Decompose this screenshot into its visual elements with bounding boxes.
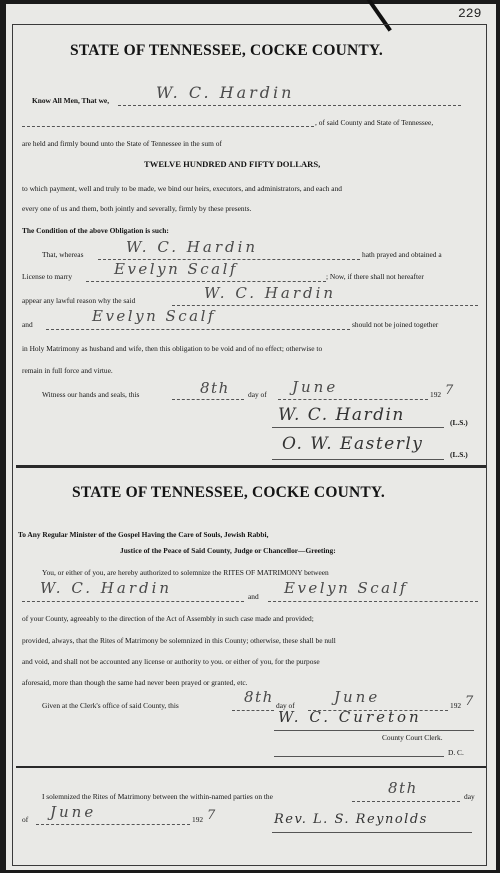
license-groom: W. C. Hardin <box>40 579 173 597</box>
clerk-signature: W. C. Cureton <box>278 708 422 726</box>
groom-repeat-line <box>172 305 478 306</box>
payment-line-2: every one of us and them, both jointly and severally, firmly by these presents. <box>22 204 252 213</box>
clerk-signature-line <box>274 730 474 731</box>
signature2: O. W. Easterly <box>282 434 424 454</box>
license-line-b: provided, always, that the Rites of Matrimony be solemnized in this County; otherwise, these shall be null <box>22 636 336 645</box>
document-page <box>6 4 496 870</box>
return-year-suffix: 7 <box>207 808 217 823</box>
payment-line-1: to which payment, well and truly to be made, we bind our heirs, executors, and administrators, and each and <box>22 184 342 193</box>
bride-line <box>86 281 326 282</box>
license-groom-line <box>22 601 244 602</box>
know-all-men-label: Know All Men, That we, <box>32 96 110 105</box>
witness-year-suffix: 7 <box>445 383 455 398</box>
given-day-of: day of <box>276 701 295 710</box>
license-and-label: and <box>248 592 259 601</box>
return-day-label: day <box>464 792 475 801</box>
obligor-line <box>118 105 461 106</box>
should-not-text: should not be joined together <box>352 320 439 329</box>
license-line-c: and void, and shall not be accounted any license or authority to you. or either of you, for the purpose <box>22 657 320 666</box>
officiant-signature: Rev. L. S. Reynolds <box>274 812 428 827</box>
section-divider-2 <box>16 766 486 768</box>
page-number: 229 <box>458 6 482 21</box>
obligor-names: W. C. Hardin <box>156 83 295 102</box>
return-month: June <box>50 803 97 821</box>
license-title: STATE OF TENNESSEE, COCKE COUNTY. <box>72 484 385 501</box>
license-bride-line <box>268 601 478 602</box>
dc-line <box>274 756 444 757</box>
given-year-suffix: 7 <box>465 694 475 709</box>
license-bride: Evelyn Scalf <box>284 579 408 597</box>
obligor-line-2 <box>22 126 314 127</box>
salutation-line-2: Justice of the Peace of Said County, Judge or Chancellor—Greeting: <box>120 546 336 555</box>
return-month-line <box>36 824 190 825</box>
license-line-d: aforesaid, more than though the same had never been prayed or granted, etc. <box>22 678 248 687</box>
given-year-prefix: 192 <box>450 701 462 710</box>
and-label: and <box>22 320 33 329</box>
return-day: 8th <box>388 779 418 797</box>
given-day: 8th <box>244 688 274 706</box>
of-said-county-text: , of said County and State of Tennessee, <box>315 118 434 127</box>
witness-month-line <box>278 399 428 400</box>
license-line-a: of your County, agreeably to the direction of the Act of Assembly in such case made and provided; <box>22 614 314 623</box>
witness-year-prefix: 192 <box>430 390 442 399</box>
signature1-line <box>272 427 444 428</box>
applicant-name: W. C. Hardin <box>126 238 259 256</box>
bond-title: STATE OF TENNESSEE, COCKE COUNTY. <box>70 42 383 59</box>
salutation-line-1: To Any Regular Minister of the Gospel Having the Care of Souls, Jewish Rabbi, <box>18 530 269 539</box>
bond-sum: TWELVE HUNDRED AND FIFTY DOLLARS, <box>144 159 321 169</box>
hath-prayed-text: hath prayed and obtained a <box>362 250 442 259</box>
witness-day: 8th <box>200 379 230 397</box>
bride-name: Evelyn Scalf <box>114 260 238 278</box>
appear-lawful-text: appear any lawful reason why the said <box>22 296 136 305</box>
that-whereas-label: That, whereas <box>42 250 84 259</box>
return-day-line <box>352 801 460 802</box>
seal2: (L.S.) <box>450 450 468 459</box>
holy-matrimony-text: in Holy Matrimony as husband and wife, then this obligation to be void and of no effect; otherwise to <box>22 344 323 353</box>
signature1: W. C. Hardin <box>278 405 405 425</box>
witness-day-of: day of <box>248 390 267 399</box>
solemnized-text: I solemnized the Rites of Matrimony between the within-named parties on the <box>42 792 273 801</box>
signature2-line <box>272 459 444 460</box>
seal1: (L.S.) <box>450 418 468 427</box>
authorized-text: You, or either of you, are hereby authorized to solemnize the RITES OF MATRIMONY between <box>42 568 329 577</box>
groom-repeat-name: W. C. Hardin <box>204 284 337 302</box>
return-of-label: of <box>22 815 29 824</box>
return-year-prefix: 192 <box>192 815 204 824</box>
bride-repeat-name: Evelyn Scalf <box>92 307 216 325</box>
witness-text: Witness our hands and seals, this <box>42 390 140 399</box>
section-divider <box>16 465 486 468</box>
clerk-title: County Court Clerk. <box>382 733 443 742</box>
remain-force-text: remain in full force and virtue. <box>22 366 113 375</box>
bound-text: are held and firmly bound unto the State of Tennessee in the sum of <box>22 139 222 148</box>
bride-repeat-line <box>46 329 350 330</box>
witness-month: June <box>292 378 339 396</box>
now-if-text: ; Now, if there shall not hereafter <box>326 272 424 281</box>
license-to-marry-label: License to marry <box>22 272 73 281</box>
given-day-line <box>232 710 274 711</box>
officiant-line <box>272 832 472 833</box>
dc-label: D. C. <box>448 748 464 757</box>
given-at-text: Given at the Clerk's office of said County, this <box>42 701 179 710</box>
witness-day-line <box>172 399 244 400</box>
given-month: June <box>334 688 381 706</box>
condition-heading: The Condition of the above Obligation is such: <box>22 226 169 235</box>
